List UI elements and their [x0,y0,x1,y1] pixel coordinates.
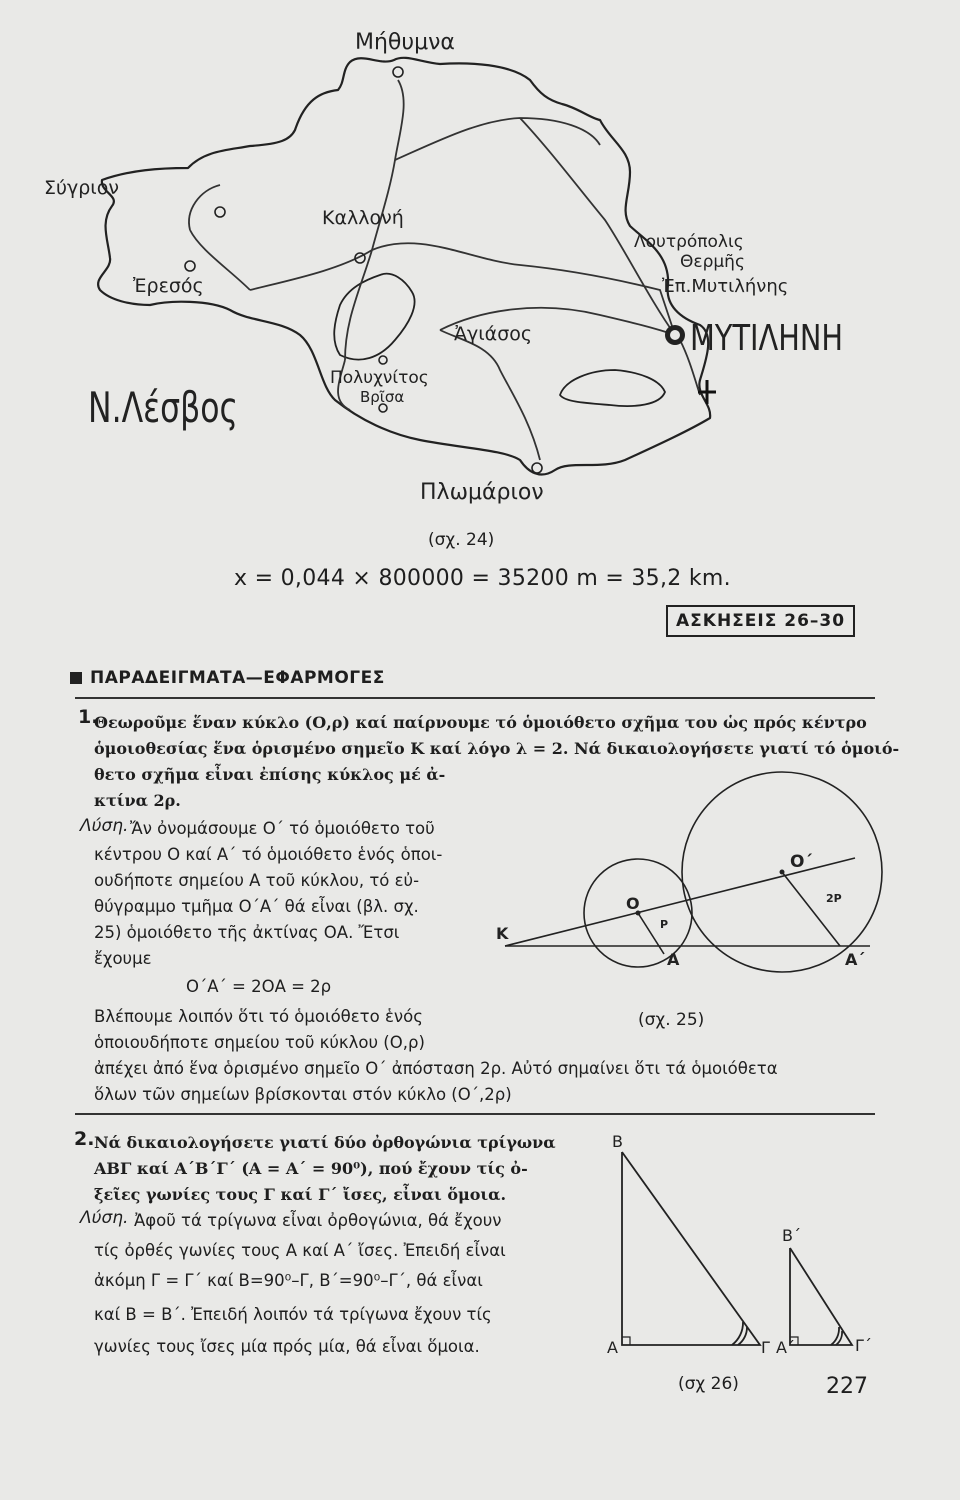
label-ep-mytilinis: Ἐπ.Μυτιλήνης [662,276,789,297]
label-eresos: Ἐρεσός [133,275,204,297]
ex2-solution-line: ἀκόμη Γ = Γ΄ καί Β=90⁰–Γ, Β΄=90⁰–Γ΄, θά εἶναι [94,1271,483,1290]
square-bullet-icon [70,672,82,684]
label-polichnitos: Πολυχνίτος [330,368,429,388]
ex1-equation: Ο΄Α΄ = 2ΟΑ = 2ρ [186,977,332,996]
ex1-question-line: κτίνα 2ρ. [94,791,181,810]
fig26-label-G2: Γ΄ [855,1336,872,1355]
label-lesvos: Ν.Λέσβος [88,383,238,432]
ex1-solution-line: ὁποιουδήποτε σημείου τοῦ κύκλου (Ο,ρ) [94,1033,425,1052]
ex2-question-line: Νά δικαιολογήσετε γιατί δύο ὀρθογώνια τρίγωνα [94,1133,556,1152]
ex1-solution-line: Ἄν ὀνομάσουμε Ο΄ τό ὁμοιόθετο τοῦ [130,819,435,838]
fig26-label-G: Γ [761,1338,770,1357]
example-1-number: 1. [78,706,99,728]
fig26-label-A: Α [607,1338,618,1357]
fig25-label-O: Ο [626,894,640,913]
lesvos-map [0,0,960,520]
example-2-number: 2. [74,1128,95,1150]
label-kalloni: Καλλονή [322,207,404,229]
ex1-solution-label: Λύση. [80,816,129,836]
fig25-label-A2: Α΄ [845,950,865,969]
gulf-geras [560,370,665,406]
exercises-box: ΑΣΚΗΣΕΙΣ 26–30 [666,605,855,637]
label-methymna: Μήθυμνα [355,30,455,55]
figure-25-caption: (σχ. 25) [638,1010,705,1030]
fig26-label-B2: Β΄ [782,1226,801,1245]
label-agiasos: Ἀγιάσος [454,323,533,345]
ex1-solution-line: θύγραμμο τμῆμα Ο΄Α΄ θά εἶναι (βλ. σχ. [94,897,419,916]
ex2-solution-line: γωνίες τους ἴσες μία πρός μία, θά εἶναι ὅμοια. [94,1337,480,1356]
label-loutropolis: Λουτρόπολις [634,232,744,252]
fig25-label-P: Ρ [660,918,669,931]
figure-26-triangles [600,1140,880,1360]
fig26-label-A2: Α΄ [776,1338,795,1357]
ex1-solution-line: ἀπέχει ἀπό ἕνα ὁρισμένο σημεῖο Ο΄ ἀπόσταση 2ρ. Αὐτό σημαίνει ὅτι τά ὁμοιόθετα [94,1059,778,1078]
figure-26-caption: (σχ 26) [678,1374,739,1394]
divider [75,1113,875,1115]
ex1-solution-line: ἔχουμε [94,949,152,968]
label-thermis: Θερμῆς [680,252,745,272]
airport-icon [698,380,716,404]
scale-formula: x = 0,044 × 800000 = 35200 m = 35,2 km. [234,566,731,591]
figure-25-homothety [490,770,890,1000]
ex1-question-line: ὁμοιοθεσίας ἕνα ὁρισμένο σημεῖο Κ καί λόγο λ = 2. Νά δικαιολογήσετε γιατί τό ὁμοιό- [94,739,900,758]
ex1-question-line: Θεωροῦμε ἕναν κύκλο (Ο,ρ) καί παίρνουμε τό ὁμοιόθετο σχῆμα του ὡς πρός κέντρο [94,713,867,732]
figure-24-caption: (σχ. 24) [428,530,495,550]
label-mytilini: ΜΥΤΙΛΗΝΗ [690,318,844,359]
label-plomarion: Πλωμάριον [420,480,544,505]
ex1-solution-line: ὅλων τῶν σημείων βρίσκονται στόν κύκλο (Ο΄,2ρ) [94,1085,512,1104]
fig26-label-B: Β [612,1132,623,1151]
ex1-question-line: θετο σχῆμα εἶναι ἐπίσης κύκλος μέ ἀ- [94,765,446,784]
ex2-question-line: ξεῖες γωνίες τους Γ καί Γ΄ ἴσες, εἶναι ὅμοια. [94,1185,507,1204]
divider [75,697,875,699]
label-sigrion: Σύγριον [44,177,119,199]
section-title: ΠΑΡΑΔΕΙΓΜΑΤΑ—ΕΦΑΡΜΟΓΕΣ [70,668,385,688]
ex2-solution-label: Λύση. [80,1208,129,1228]
ex2-solution-line: Ἀφοῦ τά τρίγωνα εἶναι ὀρθογώνια, θά ἔχουν [134,1211,502,1230]
ex1-solution-line: κέντρου Ο καί Α΄ τό ὁμοιόθετο ἑνός ὁποι- [94,845,443,864]
fig25-label-2P: 2Ρ [826,892,842,905]
ex1-solution-line: ουδήποτε σημείου Α τοῦ κύκλου, τό εὐ- [94,871,420,890]
ex1-solution-line: 25) ὁμοιόθετο τῆς ἀκτίνας ΟΑ. Ἔτσι [94,923,400,942]
page-number: 227 [826,1374,868,1399]
ex2-solution-line: καί Β = Β΄. Ἐπειδή λοιπόν τά τρίγωνα ἔχουν τίς [94,1305,492,1324]
fig25-label-K: Κ [496,924,509,943]
fig25-label-O2: Ο΄ [790,852,812,872]
ex2-solution-line: τίς ὀρθές γωνίες τους Α καί Α΄ ἴσες. Ἐπειδή εἶναι [94,1241,506,1260]
label-vrisa: Βρῖσα [360,388,405,406]
ex1-solution-line: Βλέπουμε λοιπόν ὅτι τό ὁμοιόθετο ἑνός [94,1007,423,1026]
fig25-label-A: Α [667,950,680,969]
ex2-question-line: ΑΒΓ καί Α΄Β΄Γ΄ (Α = Α΄ = 90⁰), πού ἔχουν τίς ὀ- [94,1159,528,1178]
